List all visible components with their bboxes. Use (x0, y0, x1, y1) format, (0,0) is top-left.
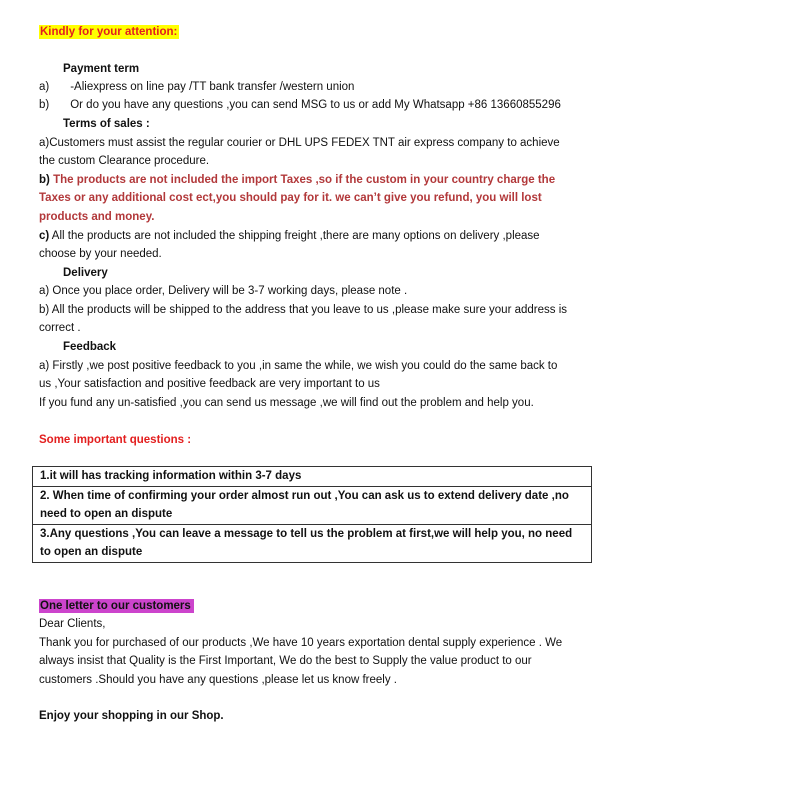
letter-greeting: Dear Clients, (39, 618, 106, 630)
letter-heading-text: One letter to our customers (39, 599, 194, 613)
payment-item-b: b) Or do you have any questions ,you can send MSG to us or add My Whatsapp +86 13660855296 (39, 99, 561, 111)
feedback-line3: If you fund any un-satisfied ,you can send us message ,we will find out the problem and help you. (39, 397, 534, 409)
sales-item-b-line3: products and money. (39, 211, 155, 223)
terms-of-sales-heading: Terms of sales : (63, 118, 150, 130)
payment-item-a: a) -Aliexpress on line pay /TT bank transfer /western union (39, 81, 355, 93)
sales-item-c-line1: c) All the products are not included the shipping freight ,there are many options on delivery ,please (39, 230, 540, 242)
attention-title (39, 23, 179, 41)
feedback-item-a-line1: a) Firstly ,we post positive feedback to you ,in same the while, we wish you could do the same back to (39, 360, 558, 372)
sales-item-b-line1: b) The products are not included the import Taxes ,so if the custom in your country charge the (39, 174, 556, 186)
letter-heading (39, 597, 194, 615)
sales-item-a-line2: the custom Clearance procedure. (39, 155, 210, 167)
questions-table-row: 1.it will has tracking information within 3-7 days (33, 467, 591, 487)
letter-body-line1: Thank you for purchased of our products ,We have 10 years exportation dental supply experience . We (39, 637, 563, 649)
questions-table (32, 466, 592, 563)
questions-table-row: 3.Any questions ,You can leave a message to tell us the problem at first,we will help you, no need to open an dispute (40, 527, 573, 558)
important-questions-heading: Some important questions : (39, 434, 192, 446)
payment-term-heading: Payment term (63, 63, 140, 75)
delivery-item-a: a) Once you place order, Delivery will be 3-7 working days, please note . (39, 285, 408, 297)
attention-title-text: Kindly for your attention: (40, 26, 178, 38)
delivery-item-b-line2: correct . (39, 322, 81, 334)
letter-body-line3: customers .Should you have any questions ,please let us know freely . (39, 674, 397, 686)
letter-body-line2: always insist that Quality is the First Important, We do the best to Supply the value product to our (39, 655, 532, 667)
letter-closing: Enjoy your shopping in our Shop. (39, 710, 224, 722)
delivery-heading: Delivery (63, 267, 108, 279)
feedback-item-a-line2: us ,Your satisfaction and positive feedback are very important to us (39, 378, 380, 390)
questions-table-row: 2. When time of confirming your order almost run out ,You can ask us to extend delivery date ,no need to open an dispute (33, 487, 591, 525)
delivery-item-b-line1: b) All the products will be shipped to the address that you leave to us ,please make sure your address is (39, 304, 568, 316)
sales-item-c-line2: choose by your needed. (39, 248, 162, 260)
feedback-heading: Feedback (63, 341, 117, 353)
sales-item-a-line1: a)Customers must assist the regular courier or DHL UPS FEDEX TNT air express company to achieve (39, 137, 560, 149)
sales-item-b-line2: Taxes or any additional cost ect,you should pay for it. we can’t give you refund, you will lost (39, 192, 542, 204)
